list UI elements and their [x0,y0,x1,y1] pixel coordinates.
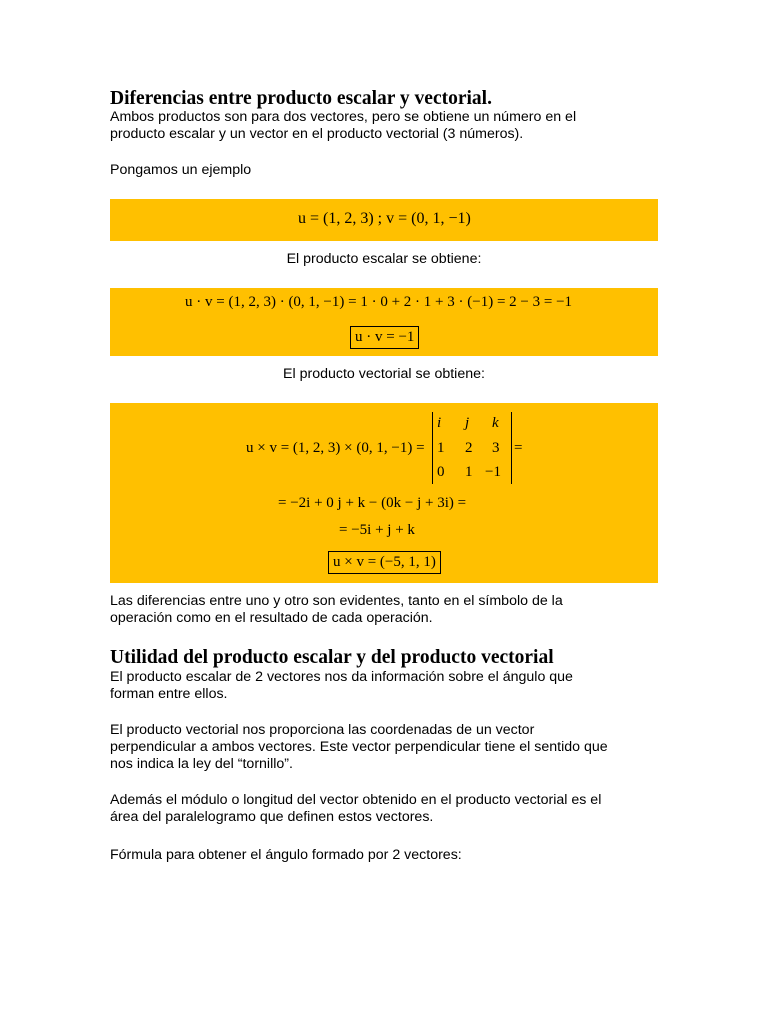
para1-line-1: El producto escalar de 2 vectores nos da información sobre el ángulo que [110,669,573,685]
det-cell-r3c1: 0 [437,464,445,480]
intro-paragraph [110,109,576,143]
para2-line-1: El producto vectorial nos proporciona las coordenadas de un vector [110,722,535,738]
example-label: Pongamos un ejemplo [110,162,252,178]
intro-line-2: producto escalar y un vector en el producto vectorial (3 números). [110,126,524,142]
para3-line-1: Además el módulo o longitud del vector obtenido en el producto vectorial es el [110,792,602,808]
vector-step-2: = −2i + 0 j + k − (0k − j + 3i) = [278,495,467,511]
formula-box-vectors [110,199,658,241]
scalar-formula: u · v = (1, 2, 3) · (0, 1, −1) = 1 · 0 + 2 · 1 + 3 · (−1) = 2 − 3 = −1 [185,294,573,310]
det-cell-r2c1: 1 [437,440,445,456]
vector-label: El producto vectorial se obtiene: [283,366,485,382]
paragraph-area [110,792,601,826]
det-cell-r3c3: −1 [485,464,501,480]
vector-result: u × v = (−5, 1, 1) [328,551,441,574]
paragraph-vector-utility [110,722,608,773]
formula-box-scalar [110,288,658,356]
para3-line-2: área del paralelogramo que definen estos vectores. [110,809,434,825]
para2-line-2: perpendicular a ambos vectores. Este vector perpendicular tiene el sentido que [110,739,608,755]
vector-eq-sign: = [514,440,523,456]
vector-step-3: = −5i + j + k [339,522,415,538]
formula-vectors: u = (1, 2, 3) ; v = (0, 1, −1) [298,210,471,227]
paragraph-scalar-utility [110,669,573,703]
vector-formula-lhs: u × v = (1, 2, 3) × (0, 1, −1) = [246,440,425,456]
differences-line-2: operación como en el resultado de cada operación. [110,610,433,626]
det-cell-k: k [492,415,499,431]
det-cell-i: i [437,415,442,431]
det-cell-r3c2: 1 [465,464,473,480]
differences-paragraph [110,593,563,627]
scalar-label: El producto escalar se obtiene: [286,251,482,267]
para1-line-2: forman entre ellos. [110,686,228,702]
differences-line-1: Las diferencias entre uno y otro son evidentes, tanto en el símbolo de la [110,593,563,609]
det-cell-r2c2: 2 [465,440,473,456]
para2-line-3: nos indica la ley del “tornillo”. [110,756,293,772]
determinant-matrix [432,412,512,484]
det-cell-j: j [465,415,470,431]
section-heading-differences: Diferencias entre producto escalar y vectorial. [110,88,492,109]
det-cell-r2c3: 3 [492,440,500,456]
intro-line-1: Ambos productos son para dos vectores, pero se obtiene un número en el [110,109,577,125]
scalar-result: u · v = −1 [350,326,419,349]
angle-formula-label: Fórmula para obtener el ángulo formado por 2 vectores: [110,847,462,863]
formula-box-vectorial [110,403,658,583]
section-heading-utility: Utilidad del producto escalar y del producto vectorial [110,647,554,668]
